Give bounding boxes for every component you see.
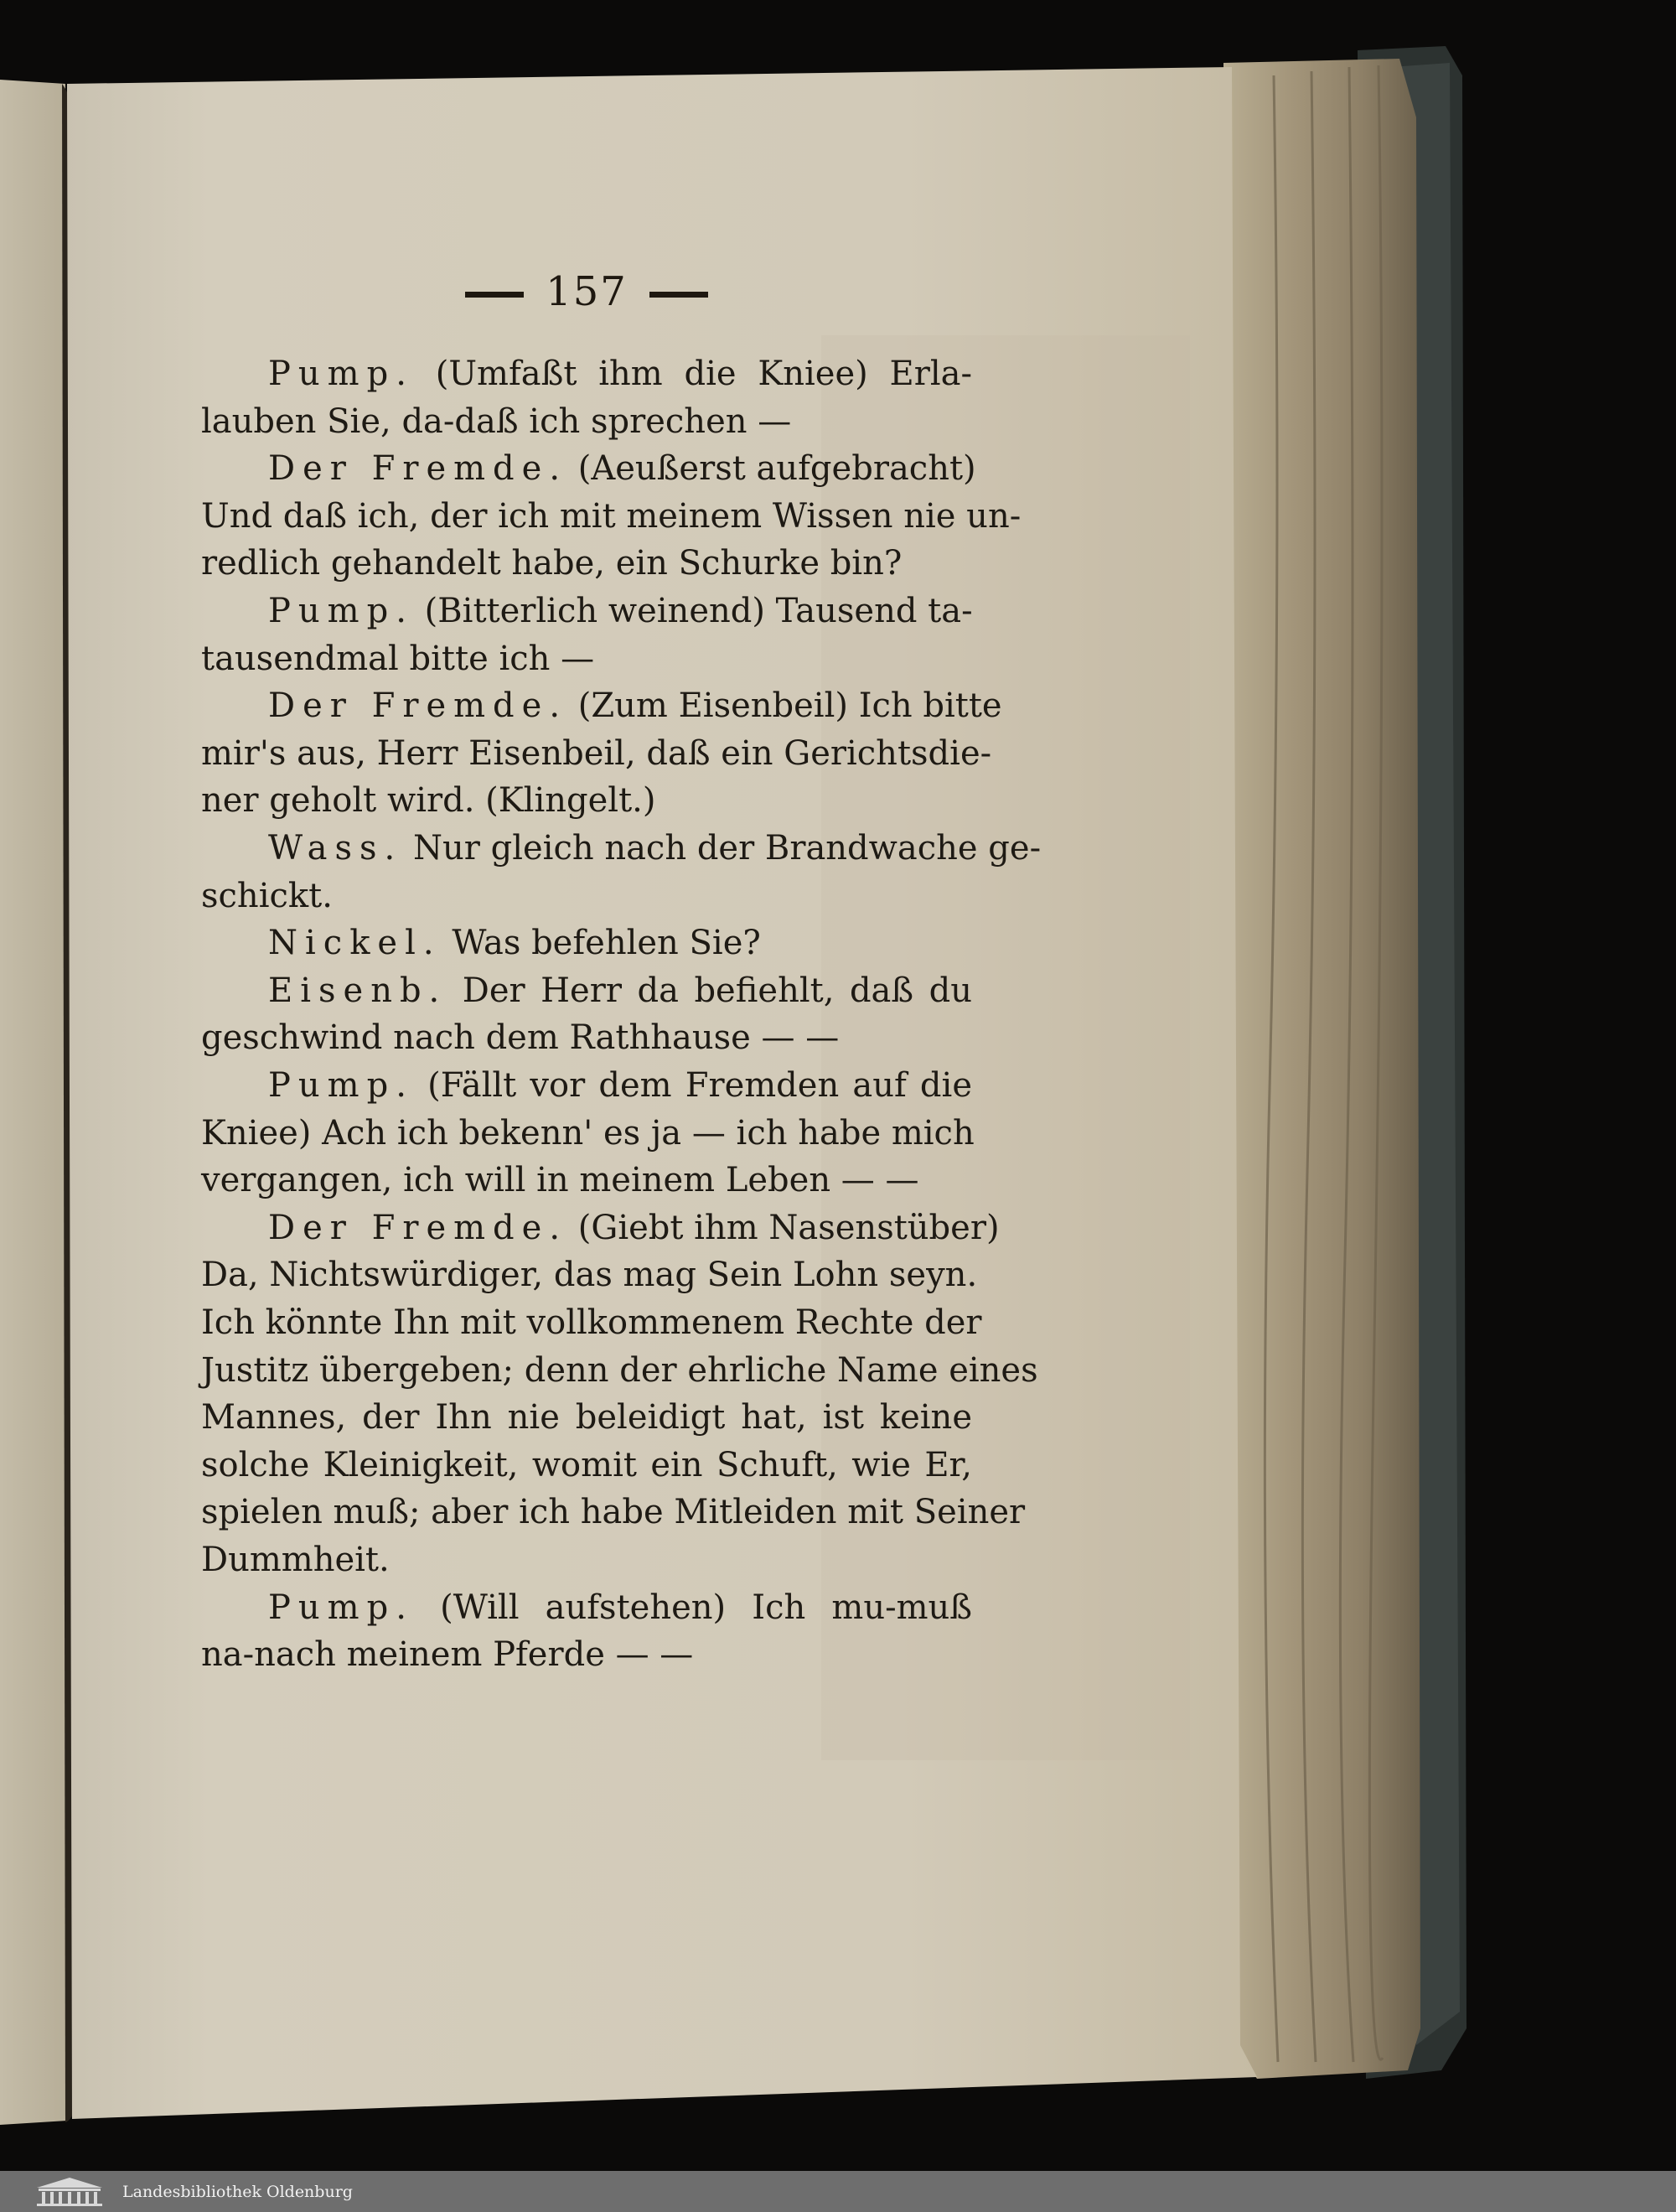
text-line (201, 732, 992, 775)
line-text: (Umfaßt ihm die Kniee) Erla- (435, 355, 973, 393)
page-number (201, 268, 972, 315)
text-line (201, 874, 972, 918)
speaker-name: Der Fremde. (268, 686, 568, 726)
speaker-name: Nickel. (268, 924, 442, 963)
text-line (201, 779, 972, 822)
speaker-name: Pump. (268, 355, 414, 393)
line-text: Mannes, der Ihn nie beleidigt hat, ist keine (201, 1398, 972, 1438)
line-text: redlich gehandelt habe, ein Schurke bin? (201, 544, 903, 583)
speaker-name: Der Fremde. (268, 449, 568, 489)
speaker-name: Der Fremde. (268, 1208, 568, 1247)
speaker-name: Pump. (268, 1066, 414, 1105)
text-line (268, 969, 972, 1013)
text-line (201, 1111, 975, 1155)
library-building-icon (34, 2176, 106, 2208)
line-text: solche Kleinigkeit, womit ein Schuft, wie Er, (201, 1445, 972, 1484)
line-text: geschwind nach dem Rathhause — — (201, 1018, 840, 1058)
text-page (201, 268, 1042, 1735)
line-text: Ich könnte Ihn mit vollkommenem Rechte der (201, 1303, 982, 1342)
text-line (268, 1064, 972, 1107)
text-line (268, 589, 972, 633)
text-line (201, 1253, 978, 1297)
text-line (201, 637, 972, 681)
line-text: mir's aus, Herr Eisenbeil, daß ein Gerichtsdie- (201, 733, 992, 773)
library-name: Landesbibliothek Oldenburg (122, 2182, 353, 2201)
text-line (201, 1396, 972, 1439)
text-line (201, 495, 1022, 538)
text-line (268, 684, 1002, 728)
left-page (0, 80, 67, 2125)
text-line (268, 1206, 1000, 1250)
line-text: Was befehlen Sie? (452, 924, 761, 963)
line-text: Kniee) Ach ich bekenn' es ja — ich habe mich (201, 1113, 975, 1153)
line-text: (Giebt ihm Nasenstüber) (577, 1208, 1000, 1247)
line-text: Da, Nichtswürdiger, das mag Sein Lohn seyn. (201, 1256, 978, 1295)
line-text: Nur gleich nach der Brandwache ge- (412, 829, 1042, 868)
line-text: (Fällt vor dem Fremden auf die (427, 1066, 973, 1105)
text-line (201, 1490, 1026, 1534)
speaker-name: Pump. (268, 1588, 414, 1627)
text-line (201, 1538, 972, 1582)
line-text: Dummheit. (201, 1541, 390, 1579)
line-text: (Aeußerst aufgebracht) (577, 449, 976, 489)
text-line (201, 1016, 972, 1059)
line-text: Der Herr da befiehlt, daß du (462, 971, 972, 1010)
page-number-dash-left (465, 292, 524, 298)
speaker-name: Pump. (268, 592, 414, 630)
line-text: vergangen, ich will in meinem Leben — — (201, 1161, 919, 1200)
line-text: (Will aufstehen) Ich mu-muß (440, 1588, 973, 1627)
text-line (268, 921, 972, 965)
line-text: Und daß ich, der ich mit meinem Wissen nie un- (201, 496, 1022, 536)
speaker-name: Wass. (268, 829, 403, 868)
line-text: spielen muß; aber ich habe Mitleiden mit Seiner (201, 1493, 1026, 1532)
line-text: (Bitterlich weinend) Tausend ta- (424, 592, 973, 630)
page-number-dash-right (649, 292, 708, 298)
line-text: na-nach meinem Pferde — — (201, 1635, 694, 1675)
text-line (268, 1586, 972, 1629)
line-text: (Zum Eisenbeil) Ich bitte (577, 686, 1002, 726)
text-line (268, 447, 976, 490)
speaker-name: Eisenb. (268, 971, 447, 1010)
text-line (201, 400, 972, 443)
text-line (268, 352, 972, 396)
text-line (268, 826, 1042, 870)
text-line (201, 1158, 972, 1202)
line-text: Justitz übergeben; denn der ehrliche Name eines (201, 1350, 1038, 1390)
text-line (201, 1301, 982, 1344)
page-edges (1223, 59, 1420, 2079)
line-text: ner geholt wird. (Klingelt.) (201, 781, 656, 821)
text-line (201, 1443, 972, 1487)
text-line (201, 1633, 972, 1676)
text-line (201, 541, 972, 585)
line-text: schickt. (201, 876, 333, 915)
page-number-value: 157 (546, 268, 628, 315)
text-line (201, 1349, 1038, 1392)
line-text: lauben Sie, da-daß ich sprechen — (201, 401, 792, 441)
footer-bar (0, 2171, 1676, 2212)
line-text: tausendmal bitte ich — (201, 639, 595, 678)
